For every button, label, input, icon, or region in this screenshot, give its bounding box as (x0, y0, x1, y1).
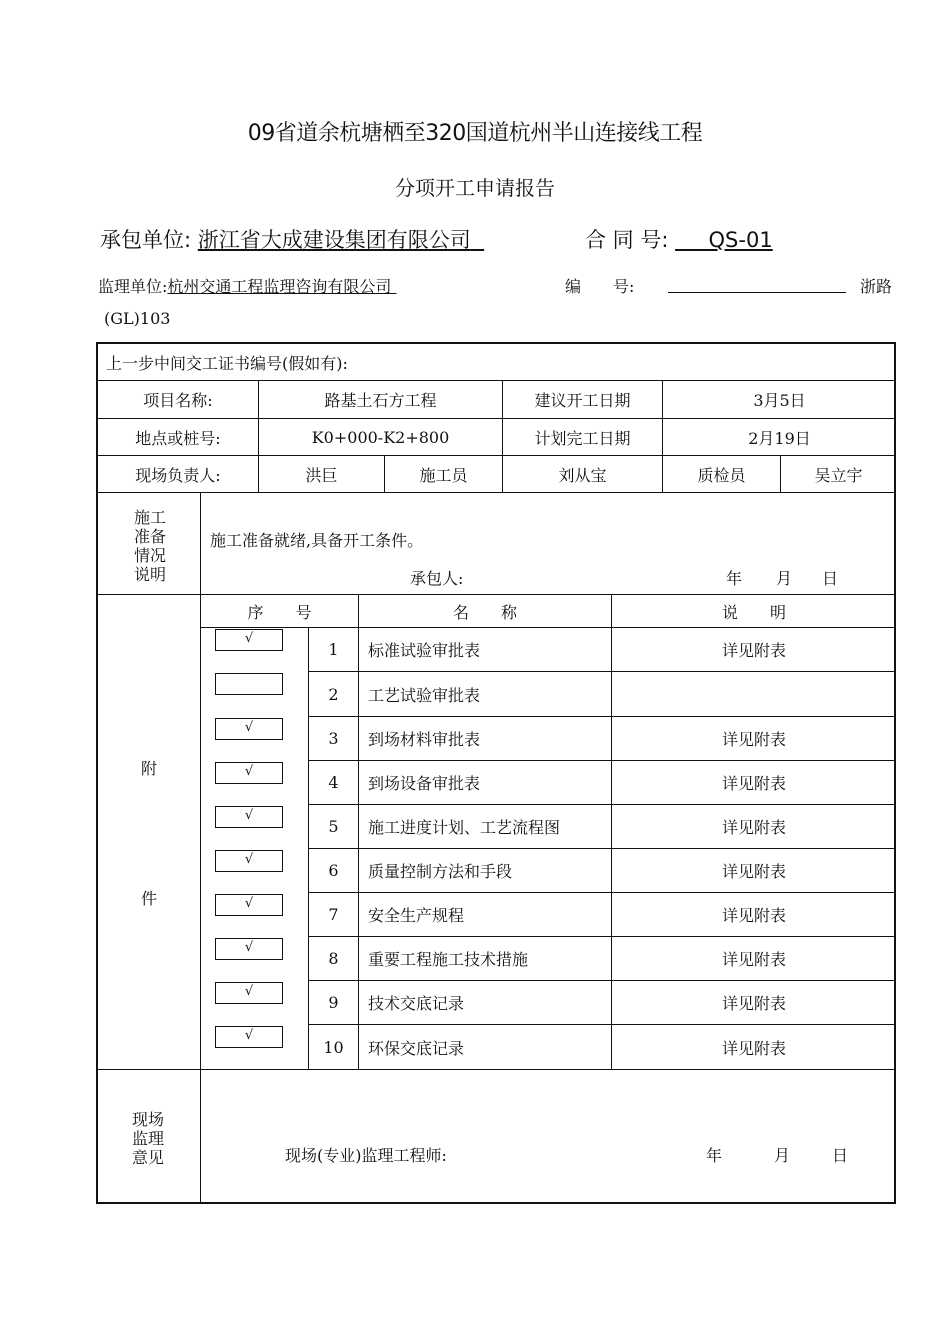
number-suffix: (GL)103 (104, 309, 171, 328)
suggest-start-label: 建议开工日期 (534, 391, 631, 410)
attach-label-2: 件 (140, 888, 157, 908)
attachment-number: 6 (328, 861, 339, 880)
opinion-label: 现场 监理 意见 (131, 1110, 164, 1167)
attachment-number: 1 (328, 640, 339, 659)
document-subtitle: 分项开工申请报告 (395, 176, 555, 200)
attachment-checkbox[interactable]: √ (215, 894, 283, 916)
engineer-label: 现场(专业)监理工程师: (285, 1145, 447, 1165)
attachment-checkbox[interactable]: √ (215, 629, 283, 651)
number-blank-line (668, 292, 846, 293)
supervisor-line (98, 274, 397, 297)
contractor-label: 承包单位: (100, 228, 192, 252)
attachment-description: 详见附表 (721, 862, 786, 881)
prep-date-month: 月 (776, 568, 793, 588)
application-form (96, 342, 896, 1204)
attachment-checkbox[interactable] (215, 673, 283, 695)
prep-date-year: 年 (726, 568, 743, 588)
attachment-number: 4 (328, 773, 339, 792)
attachment-number: 3 (328, 729, 339, 748)
suggest-start-value: 3月5日 (753, 391, 806, 410)
contractor-value: 浙江省大成建设集团有限公司 (197, 228, 471, 252)
supervisor-value: 杭州交通工程监理咨询有限公司 (167, 277, 392, 296)
contract-number-value: QS-01 (708, 228, 773, 252)
col-name-header: 名 称 (452, 602, 517, 622)
col-seq-header: 序 号 (247, 602, 312, 622)
location-value: K0+000-K2+800 (311, 427, 450, 447)
attachment-description: 详见附表 (721, 906, 786, 925)
attachment-description: 详见附表 (721, 994, 786, 1013)
contract-number-line (585, 224, 773, 254)
document-title: 09省道余杭塘栖至320国道杭州半山连接线工程 (247, 121, 703, 146)
prev-cert-label: 上一步中间交工证书编号(假如有): (106, 353, 348, 373)
attachment-description: 详见附表 (721, 950, 786, 969)
planned-finish-label: 计划完工日期 (534, 428, 631, 448)
attachment-number: 8 (328, 949, 339, 968)
planned-finish-value: 2月19日 (748, 428, 811, 448)
attachment-checkbox[interactable]: √ (215, 806, 283, 828)
site-manager-value: 洪巨 (305, 465, 338, 485)
attachment-name: 施工进度计划、工艺流程图 (368, 818, 561, 837)
attachment-number: 5 (328, 817, 339, 836)
attachment-checkbox[interactable]: √ (215, 1026, 283, 1048)
attachment-description: 详见附表 (721, 774, 786, 793)
attachment-name: 安全生产规程 (368, 906, 465, 925)
attachment-name: 标准试验审批表 (368, 641, 481, 660)
contractor-line (100, 224, 484, 254)
attachment-checkbox[interactable]: √ (215, 982, 283, 1004)
location-label: 地点或桩号: (135, 428, 221, 448)
attachment-description: 详见附表 (721, 1038, 786, 1058)
attachment-checkbox[interactable]: √ (215, 762, 283, 784)
attachment-checkbox[interactable]: √ (215, 718, 283, 740)
attachment-name: 工艺试验审批表 (368, 685, 481, 705)
attachment-number: 9 (328, 993, 339, 1012)
attachment-description (612, 672, 896, 716)
attachment-number: 2 (328, 684, 339, 704)
project-name-value: 路基土石方工程 (324, 391, 437, 410)
constructor-label: 施工员 (419, 465, 468, 485)
inspector-label: 质检员 (697, 465, 746, 485)
col-desc-header: 说 明 (721, 602, 786, 622)
contract-number-label: 合 同 号: (585, 228, 669, 252)
attachment-name: 质量控制方法和手段 (368, 862, 513, 881)
supervisor-label: 监理单位: (98, 277, 168, 296)
attachment-number: 7 (328, 905, 339, 924)
constructor-value: 刘从宝 (558, 465, 607, 485)
attachment-description: 详见附表 (721, 730, 786, 749)
attachment-description: 详见附表 (721, 818, 786, 837)
attachment-name: 环保交底记录 (368, 1038, 465, 1058)
inspector-value: 吴立宇 (814, 465, 863, 485)
attachment-name: 到场设备审批表 (368, 774, 481, 793)
opinion-date-month: 月 (774, 1145, 791, 1165)
attachment-checkbox[interactable]: √ (215, 938, 283, 960)
prep-label: 施工 准备 情况 说明 (133, 508, 166, 584)
attachment-name: 重要工程施工技术措施 (368, 950, 529, 969)
attachment-number: 10 (323, 1037, 344, 1057)
prep-date-day: 日 (822, 568, 839, 588)
opinion-date-year: 年 (706, 1145, 723, 1165)
prep-text: 施工准备就绪,具备开工条件。 (210, 530, 424, 550)
number-prefix: 浙路 (860, 277, 893, 296)
project-name-label: 项目名称: (143, 391, 213, 410)
site-manager-label: 现场负责人: (135, 465, 221, 485)
contractor-sign-label: 承包人: (410, 568, 464, 588)
attachment-description: 详见附表 (721, 641, 786, 660)
attachment-checkbox[interactable]: √ (215, 850, 283, 872)
number-label: 编 号: (565, 277, 635, 296)
opinion-date-day: 日 (832, 1145, 849, 1165)
attachment-name: 到场材料审批表 (368, 730, 481, 749)
attach-label-1: 附 (140, 758, 157, 778)
attachment-name: 技术交底记录 (368, 994, 465, 1013)
